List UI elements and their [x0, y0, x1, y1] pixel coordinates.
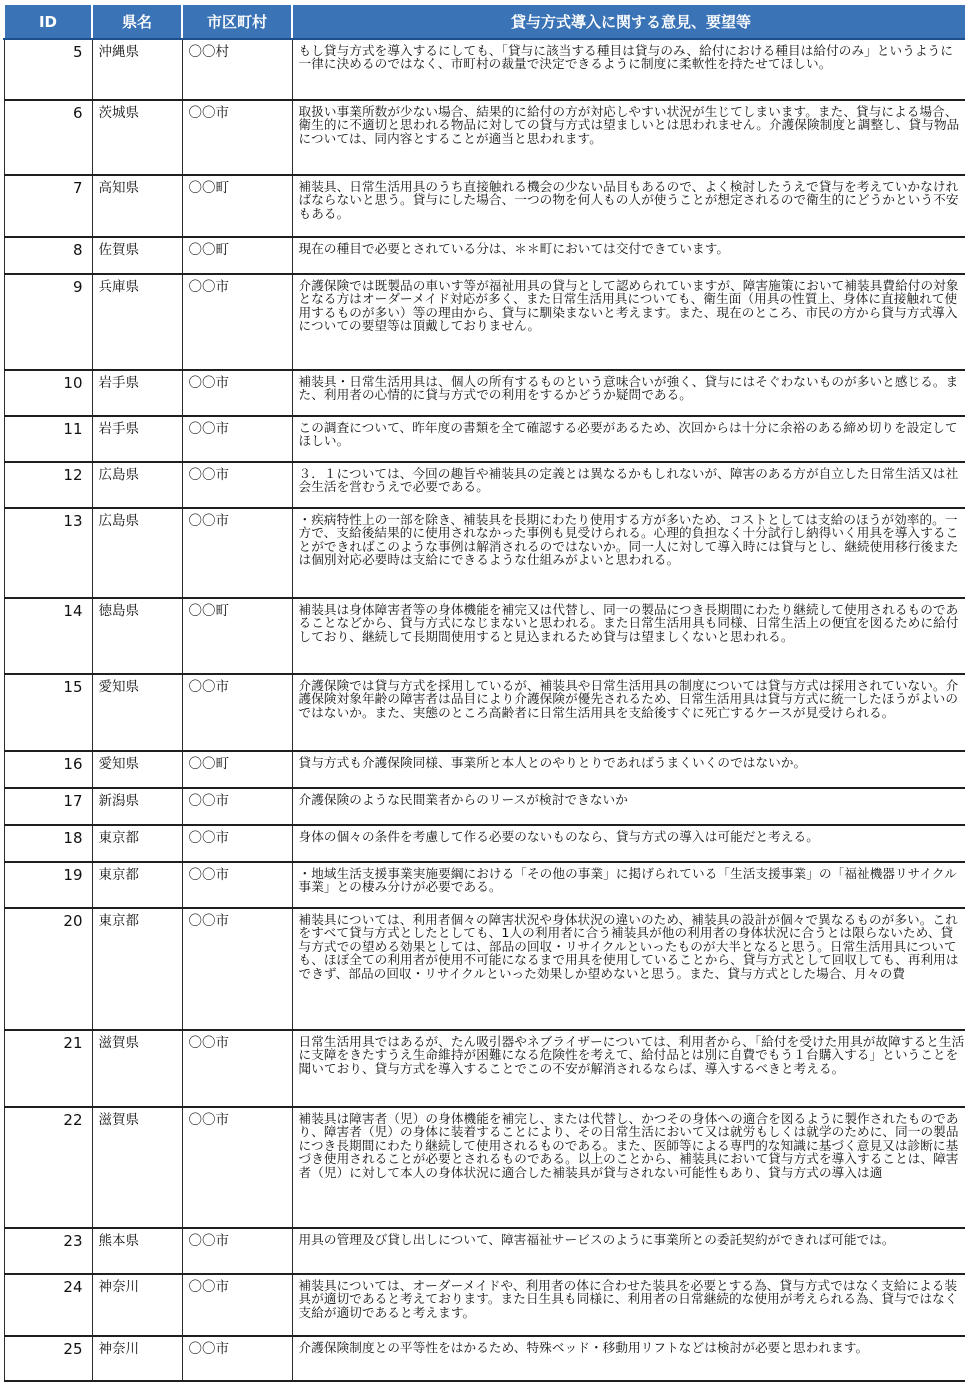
table-row	[4, 175, 965, 237]
row-municipality: 〇〇町	[182, 175, 292, 237]
table-row	[4, 1107, 965, 1228]
row-municipality: 〇〇市	[182, 908, 292, 1030]
row-municipality: 〇〇町	[182, 751, 292, 788]
row-id: 12	[4, 462, 92, 508]
row-prefecture: 岩手県	[92, 370, 182, 416]
row-opinion: 用具の管理及び貸し出しについて、障害福祉サービスのように事業所との委託契約ができれば可能では。	[292, 1228, 965, 1274]
row-prefecture: 佐賀県	[92, 237, 182, 274]
row-municipality: 〇〇市	[182, 862, 292, 908]
row-opinion: 補装具・日常生活用具は、個人の所有するものという意味合いが強く、貸与にはそぐわないものが多いと感じる。また、利用者の心情的に貸与方式での利用をするかどうか疑問である。	[292, 370, 965, 416]
row-municipality: 〇〇市	[182, 274, 292, 370]
table-row	[4, 1030, 965, 1107]
header-prefecture: 県名	[92, 4, 182, 39]
opinions-table	[3, 3, 965, 1382]
row-prefecture: 愛知県	[92, 674, 182, 751]
row-id: 20	[4, 908, 92, 1030]
table-row	[4, 674, 965, 751]
row-id: 6	[4, 100, 92, 175]
row-prefecture: 東京都	[92, 825, 182, 862]
row-opinion: 補装具は身体障害者等の身体機能を補完又は代替し、同一の製品につき長期間にわたり継続して使用されるものであることなどから、貸与方式になじまないと思われる。また日常生活用具も同様、日常生活上の便宜を図るために給付しており、継続して長期間使用すると見込まれるため貸与は望ましくないと思われる。	[292, 598, 965, 674]
row-municipality: 〇〇市	[182, 674, 292, 751]
row-id: 14	[4, 598, 92, 674]
table-row	[4, 462, 965, 508]
row-municipality: 〇〇市	[182, 416, 292, 462]
row-municipality: 〇〇町	[182, 598, 292, 674]
row-id: 7	[4, 175, 92, 237]
table-row	[4, 1336, 965, 1381]
row-id: 21	[4, 1030, 92, 1107]
row-id: 16	[4, 751, 92, 788]
row-municipality: 〇〇村	[182, 39, 292, 100]
row-id: 8	[4, 237, 92, 274]
row-prefecture: 高知県	[92, 175, 182, 237]
row-id: 17	[4, 788, 92, 825]
row-id: 23	[4, 1228, 92, 1274]
row-prefecture: 滋賀県	[92, 1107, 182, 1228]
table-row	[4, 100, 965, 175]
table-row	[4, 274, 965, 370]
table-row	[4, 598, 965, 674]
table-row	[4, 825, 965, 862]
table-row	[4, 370, 965, 416]
row-municipality: 〇〇市	[182, 508, 292, 598]
row-prefecture: 茨城県	[92, 100, 182, 175]
row-id: 5	[4, 39, 92, 100]
row-municipality: 〇〇市	[182, 462, 292, 508]
table-row	[4, 237, 965, 274]
row-municipality: 〇〇市	[182, 1228, 292, 1274]
row-id: 10	[4, 370, 92, 416]
row-municipality: 〇〇町	[182, 237, 292, 274]
row-municipality: 〇〇市	[182, 1107, 292, 1228]
row-opinion: 介護保険制度との平等性をはかるため、特殊ベッド・移動用リフトなどは検討が必要と思われます。	[292, 1336, 965, 1381]
row-prefecture: 愛知県	[92, 751, 182, 788]
row-prefecture: 熊本県	[92, 1228, 182, 1274]
table-row	[4, 751, 965, 788]
row-municipality: 〇〇市	[182, 1336, 292, 1381]
row-id: 22	[4, 1107, 92, 1228]
row-municipality: 〇〇市	[182, 370, 292, 416]
row-municipality: 〇〇市	[182, 1274, 292, 1336]
row-municipality: 〇〇市	[182, 788, 292, 825]
row-municipality: 〇〇市	[182, 100, 292, 175]
header-opinion: 貸与方式導入に関する意見、要望等	[292, 4, 965, 39]
row-id: 13	[4, 508, 92, 598]
row-id: 9	[4, 274, 92, 370]
row-opinion: ・地域生活支援事業実施要綱における「その他の事業」に掲げられている「生活支援事業」の「福祉機器リサイクル事業」との棲み分けが必要である。	[292, 862, 965, 908]
row-opinion: 現在の種目で必要とされている分は、＊＊町においては交付できています。	[292, 237, 965, 274]
row-prefecture: 沖縄県	[92, 39, 182, 100]
row-opinion: 補装具は障害者（児）の身体機能を補完し、または代替し、かつその身体への適合を図るように製作されたものであり、障害者（児）の身体に装着することにより、その日常生活において又は就労もしくは就学のために、同一の製品につき長期間にわたり継続して使用されるものである。また、医師等による専門的な知識に基づく意見又は診断に基づき使用されることが必要とされるものである。以上のことから、補装具において貸与方式を導入することは、障害者（児）に対して本人の身体状況に適合した補装具が貸与されない可能性もあり、貸与方式の導入は適	[292, 1107, 965, 1228]
row-opinion: 介護保険では既製品の車いす等が福祉用具の貸与として認められていますが、障害施策において補装具費給付の対象となる方はオーダーメイド対応が多く、また日常生活用具についても、衛生面（用具の性質上、身体に直接触れて使用するものが多い）等の理由から、貸与に馴染まないと考えます。また、現在のところ、市民の方から貸与方式導入についての要望等は頂戴しておりません。	[292, 274, 965, 370]
row-opinion: 取扱い事業所数が少ない場合、結果的に給付の方が対応しやすい状況が生じてしまいます。また、貸与による場合、衛生的に不適切と思われる物品に対しての貸与方式は望ましいとは思われません。介護保険制度と調整し、貸与物品については、同内容とすることが適当と思われます。	[292, 100, 965, 175]
row-prefecture: 広島県	[92, 508, 182, 598]
row-municipality: 〇〇市	[182, 825, 292, 862]
header-id: ID	[4, 4, 92, 39]
row-prefecture: 岩手県	[92, 416, 182, 462]
table-row	[4, 39, 965, 100]
row-opinion: ３．１については、今回の趣旨や補装具の定義とは異なるかもしれないが、障害のある方が自立した日常生活又は社会生活を営むうえで必要である。	[292, 462, 965, 508]
row-opinion: 身体の個々の条件を考慮して作る必要のないものなら、貸与方式の導入は可能だと考える。	[292, 825, 965, 862]
table-row	[4, 788, 965, 825]
row-municipality: 〇〇市	[182, 1030, 292, 1107]
row-prefecture: 東京都	[92, 908, 182, 1030]
row-opinion: ・疾病特性上の一部を除き、補装具を長期にわたり使用する方が多いため、コストとしては支給のほうが効率的。一方で、支給後結果的に使用されなかった事例も見受けられる。心理的負担なく十分試行し納得いく用具を導入することができればこのような事例は解消されるのではないか。同一人に対して導入時には貸与とし、継続使用移行後または個別対応必要時は支給にできるような仕組みがよいと思われる。	[292, 508, 965, 598]
row-prefecture: 徳島県	[92, 598, 182, 674]
row-prefecture: 兵庫県	[92, 274, 182, 370]
table-row	[4, 862, 965, 908]
row-prefecture: 東京都	[92, 862, 182, 908]
row-opinion: 介護保険では貸与方式を採用しているが、補装具や日常生活用具の制度については貸与方式は採用されていない。介護保険対象年齢の障害者は品目により介護保険が優先されるため、日常生活用具は貸与方式に統一したほうがよいのではないか。また、実態のところ高齢者に日常生活用具を支給後すぐに死亡するケースが見受けられる。	[292, 674, 965, 751]
table-body	[4, 39, 965, 1381]
table-row	[4, 908, 965, 1030]
row-id: 15	[4, 674, 92, 751]
row-opinion: 貸与方式も介護保険同様、事業所と本人とのやりとりであればうまくいくのではないか。	[292, 751, 965, 788]
row-id: 25	[4, 1336, 92, 1381]
row-opinion: 日常生活用具ではあるが、たん吸引器やネブライザーについては、利用者から、「給付を受けた用具が故障すると生活に支障をきたすうえ生命維持が困難になる危険性を考えて、給付品とは別に自費でもう１台購入する」ということを聞いており、貸与方式を導入することでこの不安が解消されるならば、導入するべきと考える。	[292, 1030, 965, 1107]
row-prefecture: 神奈川	[92, 1336, 182, 1381]
row-opinion: この調査について、昨年度の書類を全て確認する必要があるため、次回からは十分に余裕のある締め切りを設定してほしい。	[292, 416, 965, 462]
row-opinion: 補装具については、オーダーメイドや、利用者の体に合わせた装具を必要とする為、貸与方式ではなく支給による装具が適切であると考えております。また日生具も同様に、利用者の日常継続的な使用が考えられる為、貸与ではなく支給が適切であると考えます。	[292, 1274, 965, 1336]
row-id: 18	[4, 825, 92, 862]
table-row	[4, 508, 965, 598]
table-row	[4, 1228, 965, 1274]
row-opinion: 介護保険のような民間業者からのリースが検討できないか	[292, 788, 965, 825]
table-row	[4, 416, 965, 462]
row-opinion: もし貸与方式を導入するにしても、「貸与に該当する種目は貸与のみ、給付における種目は給付のみ」というように一律に決めるのではなく、市町村の裁量で決定できるように制度に柔軟性を持たせてほしい。	[292, 39, 965, 100]
row-id: 24	[4, 1274, 92, 1336]
row-prefecture: 滋賀県	[92, 1030, 182, 1107]
row-prefecture: 神奈川	[92, 1274, 182, 1336]
header-municipality: 市区町村	[182, 4, 292, 39]
row-prefecture: 広島県	[92, 462, 182, 508]
row-id: 11	[4, 416, 92, 462]
row-opinion: 補装具、日常生活用具のうち直接触れる機会の少ない品目もあるので、よく検討したうえで貸与を考えていかなければならないと思う。貸与にした場合、一つの物を何人もの人が使うことが想定されるので衛生的にどうかという不安もある。	[292, 175, 965, 237]
row-id: 19	[4, 862, 92, 908]
row-opinion: 補装具については、利用者個々の障害状況や身体状況の違いのため、補装具の設計が個々で異なるものが多い。これをすべて貸与方式としたとしても、1人の利用者に合う補装具が他の利用者の身体状況に合うとは限らないため、貸与方式での望める効果としては、部品の回収・リサイクルといったものが大半となると思う。日常生活用具についても、ほぼ全ての利用者が使用不可能になるまで用具を使用していることから、貸与方式として回収しても、再利用はできず、部品の回収・リサイクルといった効果しか望めないと思う。また、貸与方式とした場合、月々の費	[292, 908, 965, 1030]
header-row	[4, 4, 965, 39]
table-row	[4, 1274, 965, 1336]
row-prefecture: 新潟県	[92, 788, 182, 825]
